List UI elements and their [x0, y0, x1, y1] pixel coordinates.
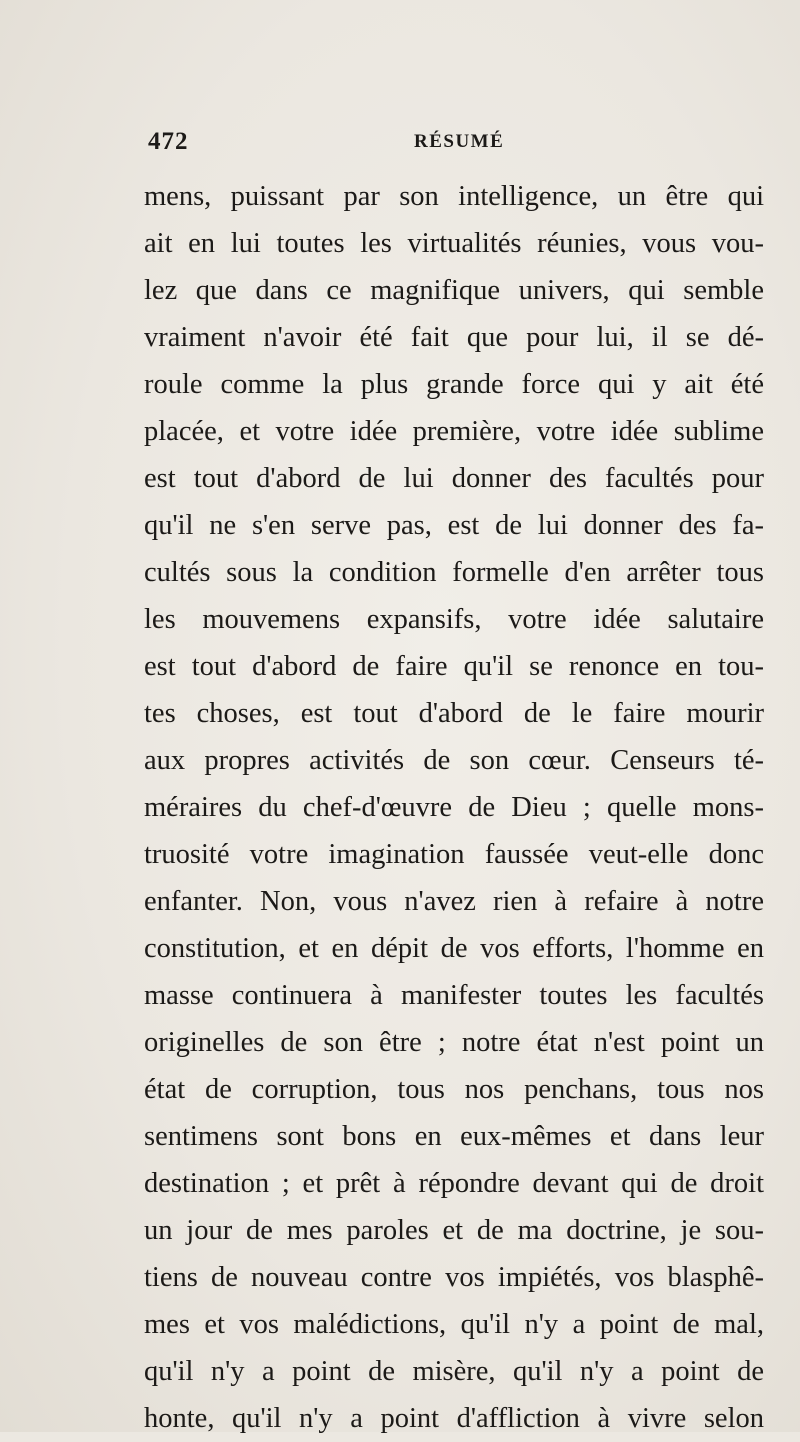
text-line: destination ; et prêt à répondre devant qui de droit: [144, 1168, 764, 1199]
text-line: cultés sous la condition formelle d'en arrêter tous: [144, 557, 764, 588]
text-line: constitution, et en dépit de vos efforts, l'homme en: [144, 933, 764, 964]
running-head: [148, 128, 748, 158]
running-title: RÉSUMÉ: [414, 131, 505, 152]
text-line: roule comme la plus grande force qui y ait été: [144, 369, 764, 400]
text-line: lez que dans ce magnifique univers, qui semble: [144, 275, 764, 306]
text-line: les mouvemens expansifs, votre idée salutaire: [144, 604, 764, 635]
text-line: méraires du chef-d'œuvre de Dieu ; quelle mons-: [144, 792, 764, 823]
text-line: originelles de son être ; notre état n'est point un: [144, 1027, 764, 1058]
text-line: qu'il ne s'en serve pas, est de lui donner des fa-: [144, 510, 764, 541]
body-text: [144, 173, 764, 1442]
text-line: état de corruption, tous nos penchans, tous nos: [144, 1074, 764, 1105]
text-line: aux propres activités de son cœur. Censeurs té-: [144, 745, 764, 776]
text-line: sentimens sont bons en eux-mêmes et dans leur: [144, 1121, 764, 1152]
text-line: vraiment n'avoir été fait que pour lui, il se dé-: [144, 322, 764, 353]
text-line: enfanter. Non, vous n'avez rien à refaire à notre: [144, 886, 764, 917]
text-line: tes choses, est tout d'abord de le faire mourir: [144, 698, 764, 729]
text-line: truosité votre imagination faussée veut-elle donc: [144, 839, 764, 870]
text-line: ait en lui toutes les virtualités réunies, vous vou-: [144, 228, 764, 259]
text-line: est tout d'abord de faire qu'il se renonce en tou-: [144, 651, 764, 682]
text-line: qu'il n'y a point de misère, qu'il n'y a point de: [144, 1356, 764, 1387]
page-number: 472: [148, 128, 189, 155]
text-line: honte, qu'il n'y a point d'affliction à vivre selon: [144, 1403, 764, 1434]
text-line: masse continuera à manifester toutes les facultés: [144, 980, 764, 1011]
text-line: un jour de mes paroles et de ma doctrine, je sou-: [144, 1215, 764, 1246]
text-line: mens, puissant par son intelligence, un être qui: [144, 181, 764, 212]
text-line: mes et vos malédictions, qu'il n'y a point de mal,: [144, 1309, 764, 1340]
text-line: placée, et votre idée première, votre idée sublime: [144, 416, 764, 447]
text-line: est tout d'abord de lui donner des facultés pour: [144, 463, 764, 494]
text-line: tiens de nouveau contre vos impiétés, vos blasphê-: [144, 1262, 764, 1293]
